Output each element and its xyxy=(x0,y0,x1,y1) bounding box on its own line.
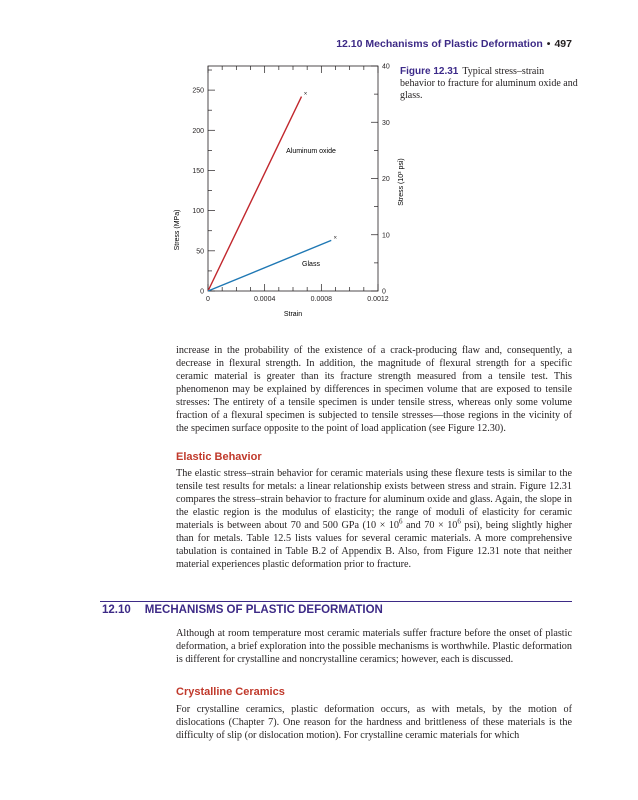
axis-tick-labels xyxy=(192,64,390,304)
figure-caption xyxy=(400,66,580,102)
page-number: 497 xyxy=(554,38,572,50)
heading-crystalline-ceramics: Crystalline Ceramics xyxy=(176,686,285,698)
exponent-1: 6 xyxy=(399,517,403,526)
running-head xyxy=(0,38,572,50)
y-right-tick-label: 0 xyxy=(382,288,386,296)
series-line-0 xyxy=(208,97,302,291)
y-right-tick-label: 40 xyxy=(382,63,390,71)
y-axis-left-label: Stress (MPa) xyxy=(174,209,181,251)
section-rule xyxy=(100,601,572,602)
y-left-tick-label: 200 xyxy=(192,127,204,135)
y-left-tick-label: 150 xyxy=(192,167,204,175)
section-heading xyxy=(102,604,383,616)
y-left-tick-label: 100 xyxy=(192,208,204,216)
fracture-marker-1: × xyxy=(333,235,338,242)
paragraph-elastic xyxy=(176,467,572,571)
paragraph-mechanisms-intro xyxy=(176,627,572,666)
section-title: MECHANISMS OF PLASTIC DEFORMATION xyxy=(144,604,383,616)
section-number: 12.10 xyxy=(102,604,131,616)
exponent-2: 6 xyxy=(457,517,461,526)
elastic-text-a: The elastic stress–strain behavior for ceramic materials using these flexure tests is similar to the tensile test results for metals: a linear relationship exists between stress and strain. Figure 12.31 compares the stress–strain behavior to fracture for aluminum oxide and glass. Again, the slope in the elastic region is the modulus of elasticity; the range of moduli of elasticity for ceramic materials is between about 70 and 500 GPa (10 × 10 xyxy=(176,468,572,531)
x-tick-label: 0.0012 xyxy=(367,296,389,303)
y-left-tick-label: 250 xyxy=(192,87,204,95)
paragraph-flexural-text: increase in the probability of the existence of a crack-producing flaw and, consequently, a decrease in flexural strength. In addition, the magnitude of flexural strength for a specific ceramic material is greater than its fracture strength measured from a tensile test. This phenomenon may be explained by differences in specimen volume that are exposed to tensile stresses: The entirety of a tensile specimen is under tensile stress, whereas only some volume fraction of a flexural specimen is subjected to tensile stresses—those regions in the vicinity of the specimen surface opposite to the point of load application (see Figure 12.30). xyxy=(176,345,572,434)
paragraph-flexural xyxy=(176,344,572,435)
figure-label: Figure 12.31 xyxy=(400,66,459,77)
series-label-aluminum-oxide: Aluminum oxide xyxy=(286,148,336,155)
plot-frame xyxy=(208,66,378,291)
series-label-glass: Glass xyxy=(302,261,320,268)
elastic-text-c: psi), being slightly higher than for metals. Table 12.5 lists values for several ceramic materials. A more comprehensive tabulation is contained in Table B.2 of Appendix B. Also, from Figure 12.31 note that neither material experiences plastic deformation prior to fracture. xyxy=(176,520,572,570)
x-tick-label: 0.0008 xyxy=(310,296,333,303)
y-left-tick-label: 0 xyxy=(200,288,204,296)
y-right-tick-label: 20 xyxy=(382,176,390,183)
fracture-marker-0: × xyxy=(303,91,308,98)
y-left-tick-label: 50 xyxy=(196,248,204,256)
crystalline-text: For crystalline ceramics, plastic deformation occurs, as with metals, by the motion of dislocations (Chapter 7). One reason for the hardness and brittleness of these materials is the difficulty of slip (or dislocation motion). For crystalline ceramic materials for which xyxy=(176,704,572,741)
stress-strain-chart xyxy=(166,52,416,322)
x-tick-label: 0 xyxy=(206,296,210,303)
running-head-section: 12.10 Mechanisms of Plastic Deformation xyxy=(336,38,543,50)
y-right-tick-label: 30 xyxy=(382,119,390,127)
mechanisms-intro-text: Although at room temperature most ceramic materials suffer fracture before the onset of plastic deformation, a brief exploration into the possible mechanisms is worthwhile. Plastic deformation is different for crystalline and noncrystalline ceramics; however, each is discussed. xyxy=(176,628,572,665)
y-axis-right-label: Stress (10³ psi) xyxy=(398,158,405,206)
x-tick-label: 0.0004 xyxy=(253,296,276,303)
running-head-bullet: • xyxy=(546,38,551,50)
paragraph-crystalline xyxy=(176,703,572,742)
elastic-text-b: and 70 × 10 xyxy=(402,520,458,531)
axis-ticks xyxy=(208,66,378,291)
figure-caption-text: Typical stress–strain behavior to fracture for aluminum oxide and glass. xyxy=(400,66,578,101)
heading-elastic-behavior: Elastic Behavior xyxy=(176,451,262,463)
y-right-tick-label: 10 xyxy=(382,232,390,240)
x-axis-label: Strain xyxy=(283,311,303,318)
